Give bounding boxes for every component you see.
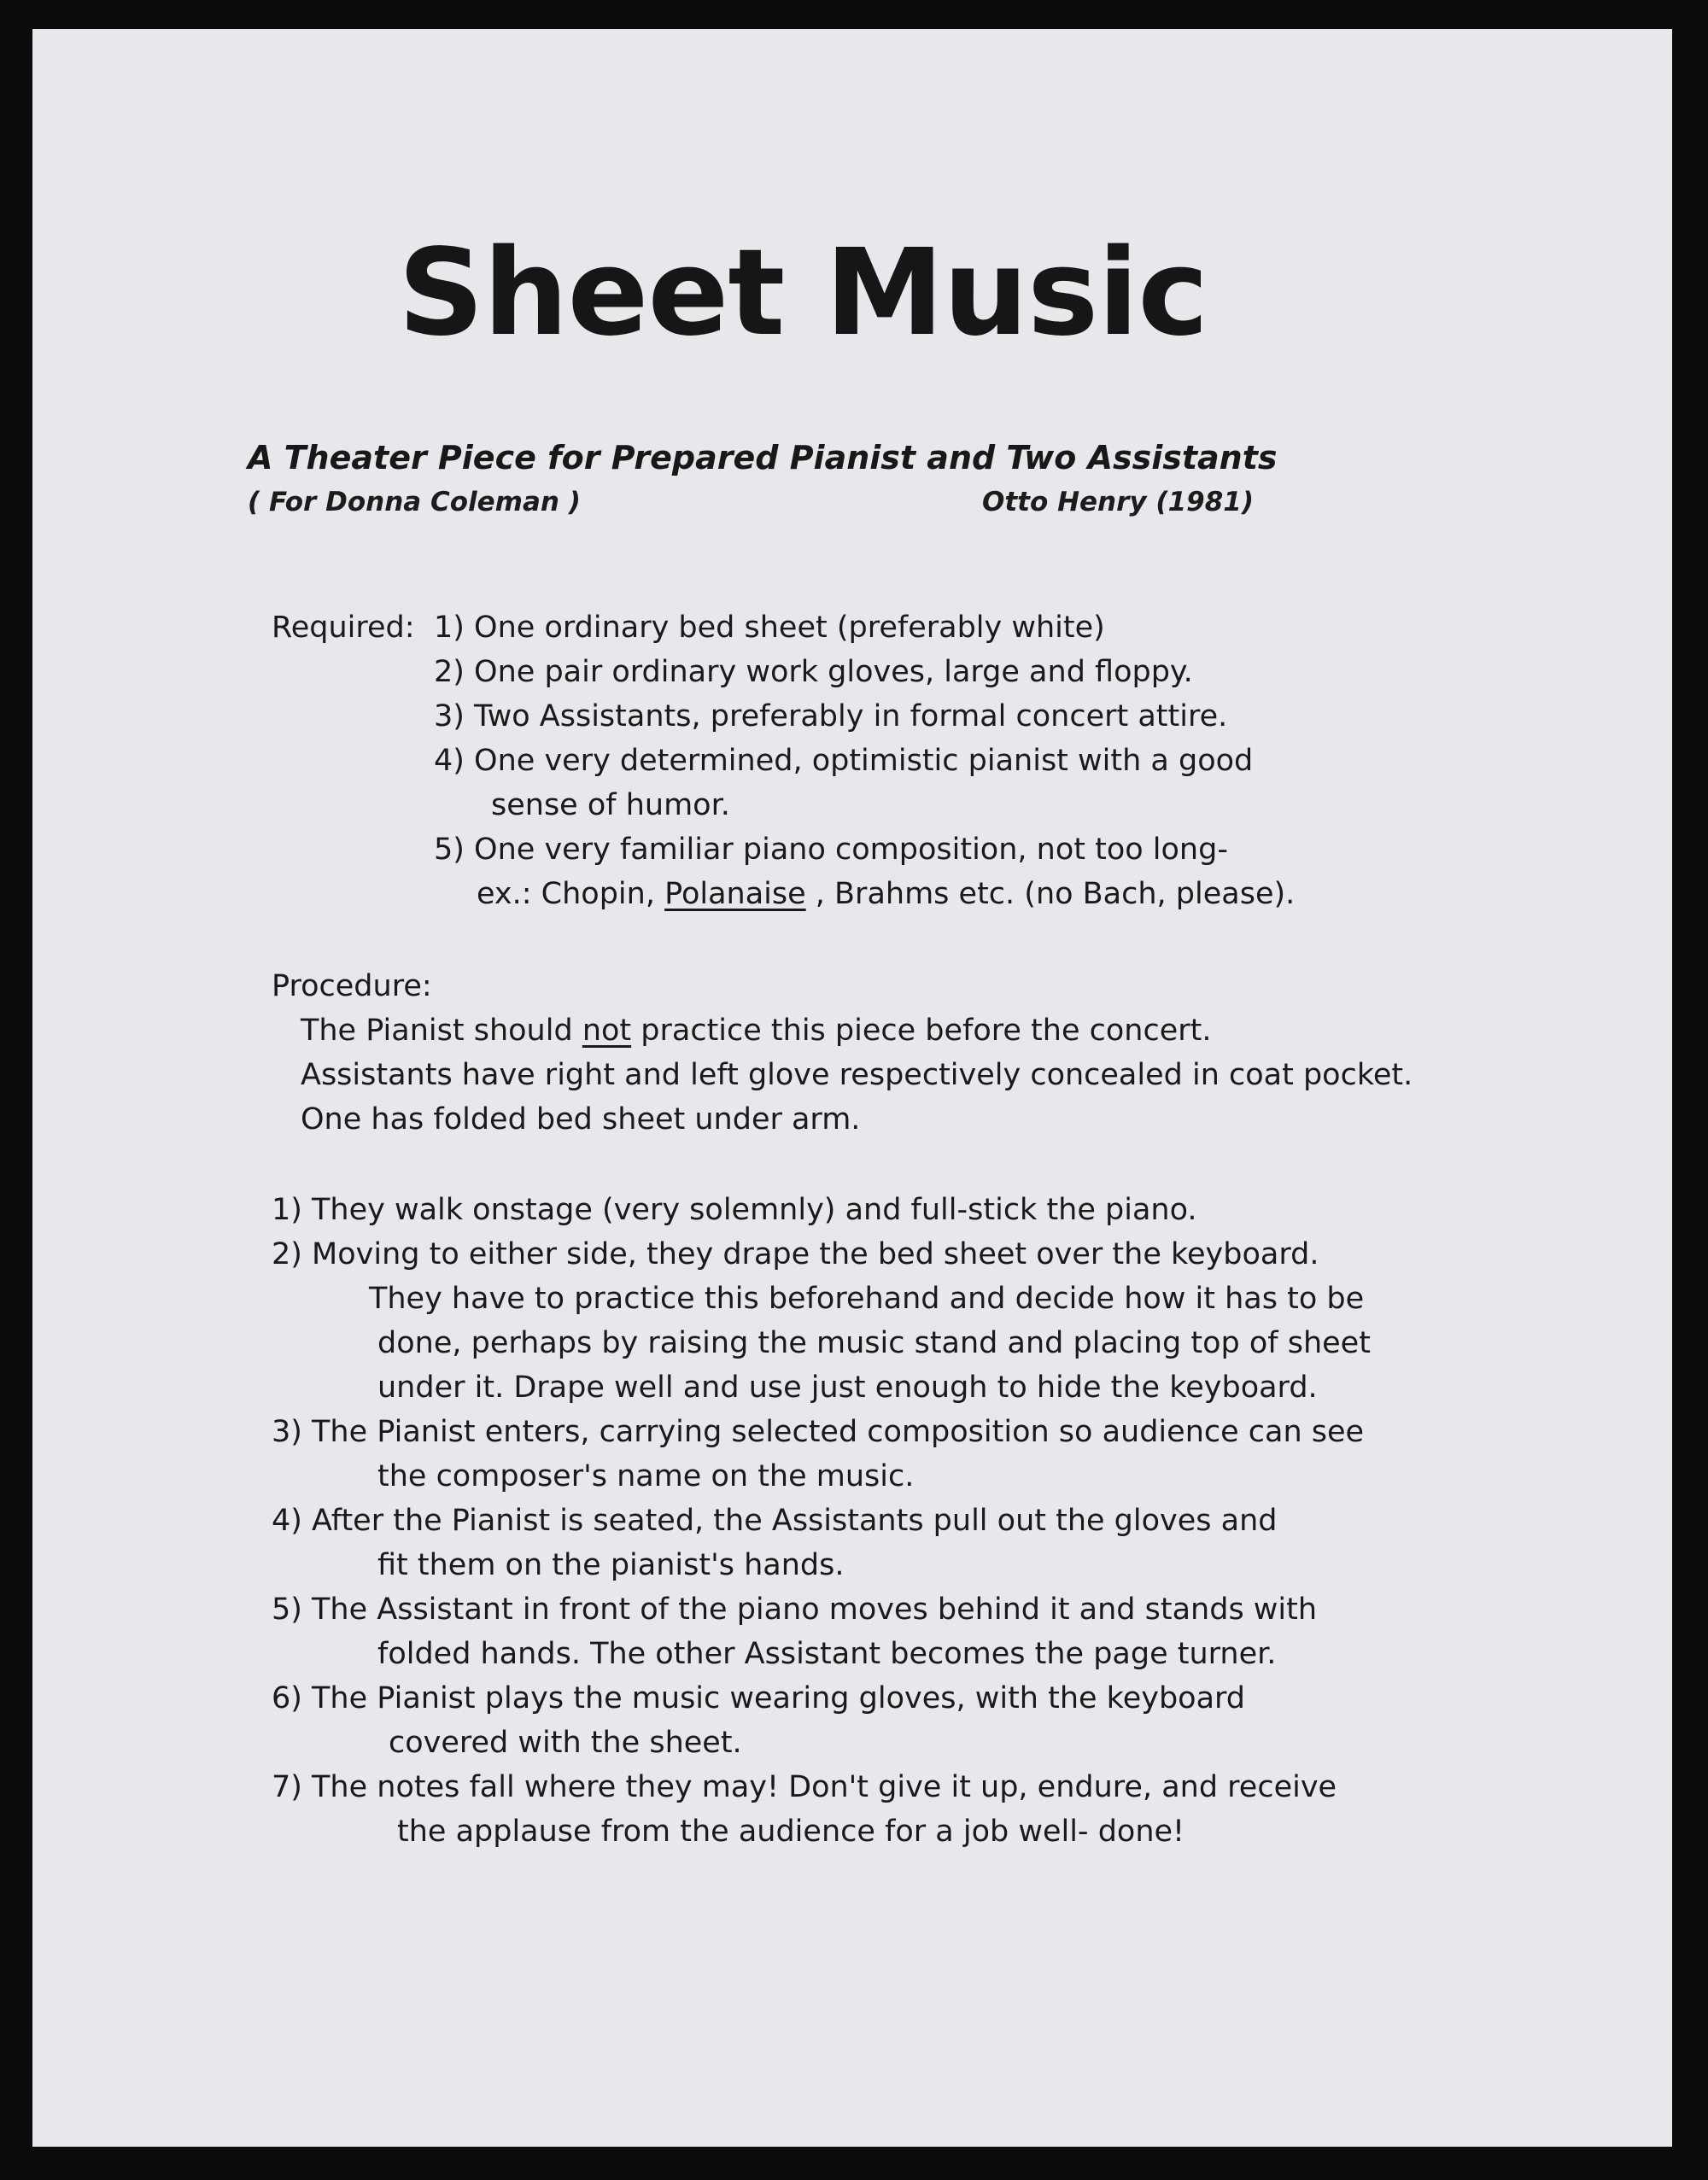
- step-continuation: the composer's name on the music.: [377, 1459, 915, 1493]
- step-continuation: covered with the sheet.: [389, 1726, 742, 1760]
- procedure-line: [301, 1014, 1211, 1048]
- document-title: Sheet Music: [398, 224, 1208, 363]
- required-item-continuation: sense of humor.: [491, 788, 730, 822]
- step-continuation: done, perhaps by raising the music stand and placing top of sheet: [377, 1326, 1371, 1360]
- procedure-text: The Pianist should: [301, 1014, 582, 1048]
- required-item: 5) One very familiar piano composition, not too long-: [434, 833, 1228, 867]
- required-item: 4) One very determined, optimistic pianist with a good: [434, 744, 1254, 778]
- step-line: 1) They walk onstage (very solemnly) and full-stick the piano.: [272, 1193, 1197, 1227]
- step-continuation: They have to practice this beforehand and decide how it has to be: [369, 1282, 1365, 1316]
- step-continuation: folded hands. The other Assistant becomes the page turner.: [377, 1637, 1277, 1671]
- step-line: 3) The Pianist enters, carrying selected composition so audience can see: [272, 1415, 1365, 1449]
- composer-credit: Otto Henry (1981): [982, 487, 1255, 517]
- required-item: 3) Two Assistants, preferably in formal concert attire.: [434, 699, 1228, 733]
- procedure-line: Assistants have right and left glove respectively concealed in coat pocket.: [301, 1058, 1413, 1092]
- required-item: 2) One pair ordinary work gloves, large and floppy.: [434, 655, 1193, 689]
- document-subtitle: A Theater Piece for Prepared Pianist and Two Assistants: [248, 439, 1278, 476]
- step-continuation: fit them on the pianist's hands.: [377, 1548, 845, 1582]
- step-line: 4) After the Pianist is seated, the Assistants pull out the gloves and: [272, 1504, 1278, 1538]
- required-example: [477, 877, 1295, 911]
- example-text: , Brahms etc. (no Bach, please).: [805, 877, 1296, 911]
- procedure-emphasis: not: [582, 1014, 632, 1048]
- procedure-line: One has folded bed sheet under arm.: [301, 1102, 861, 1137]
- example-text: ex.: Chopin,: [477, 877, 665, 911]
- step-line: 2) Moving to either side, they drape the bed sheet over the keyboard.: [272, 1237, 1319, 1271]
- required-label: Required:: [272, 611, 415, 645]
- required-item: 1) One ordinary bed sheet (preferably white): [434, 611, 1105, 645]
- step-continuation: the applause from the audience for a job well- done!: [397, 1815, 1185, 1849]
- procedure-text: practice this piece before the concert.: [631, 1014, 1212, 1048]
- procedure-label: Procedure:: [272, 969, 432, 1003]
- step-continuation: under it. Drape well and use just enough to hide the keyboard.: [377, 1371, 1318, 1405]
- step-line: 7) The notes fall where they may! Don't give it up, endure, and receive: [272, 1770, 1337, 1804]
- step-line: 6) The Pianist plays the music wearing gloves, with the keyboard: [272, 1681, 1246, 1715]
- dedication: ( For Donna Coleman ): [248, 487, 581, 517]
- step-line: 5) The Assistant in front of the piano moves behind it and stands with: [272, 1593, 1318, 1627]
- example-underlined-title: Polanaise: [664, 877, 806, 911]
